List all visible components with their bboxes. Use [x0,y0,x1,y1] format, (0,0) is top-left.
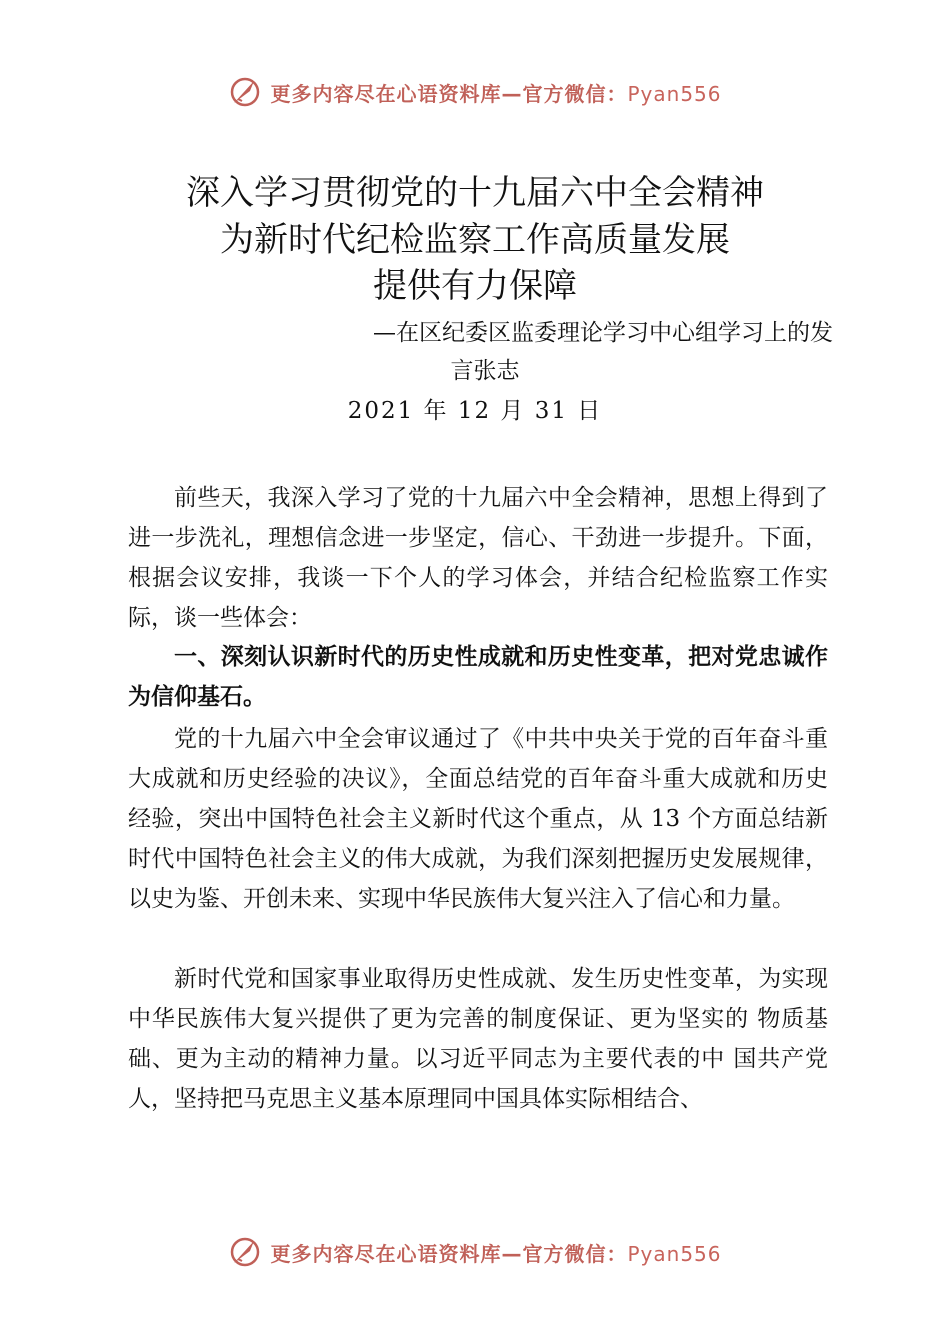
watermark-text: 更多内容尽在心语资料库—官方微信：Pyan556 [270,81,722,106]
title-line-2: 为新时代纪检监察工作高质量发展 [220,220,730,260]
watermark-account: Pyan556 [627,1241,722,1266]
watermark-header [0,72,950,112]
body-paragraph-2: 党的十九届六中全会审议通过了《中共中央关于党的百年奋斗重大成就和历史经验的决议》，全面总结党的百年奋斗重大成就和历史经验，突出中国特色社会主义新时代这个重点，从 13 个方面总结新时代中国特色社会主义的伟大成就，为我们深刻把握历史发展规律，以史为鉴、开创未来、实现中华民族伟大复兴注入了信心和力量。 [128,726,828,912]
quill-logo-icon [228,1235,262,1269]
section-heading-1: 一、深刻认识新时代的历史性成就和历史性变革，把对党忠诚作为信仰基石。 [128,643,828,710]
watermark-text: 更多内容尽在心语资料库—官方微信：Pyan556 [270,1241,722,1266]
watermark-account: Pyan556 [627,81,722,106]
watermark-footer [0,1232,950,1272]
subtitle-line-1: —在区纪委区监委理论学习中心组学习上的发 [373,320,833,346]
speech-date: 2021 年 12 月 31 日 [347,398,603,424]
title-line-1: 深入学习贯彻党的十九届六中全会精神 [186,173,764,213]
subtitle-line-2: 言张志 [450,358,520,384]
title-line-3: 提供有力保障 [373,266,577,306]
body-paragraph-3: 新时代党和国家事业取得历史性成就、发生历史性变革，为实现中华民族伟大复兴提供了更为完善的制度保证、更为坚实的 物质基础、更为主动的精神力量。以习近平同志为主要代表的中 国共产党人，坚持把马克思主义基本原理同中国具体实际相结合、 [128,966,828,1112]
quill-logo-icon [228,75,262,109]
intro-paragraph: 前些天，我深入学习了党的十九届六中全会精神，思想上得到了进一步洗礼，理想信念进一步坚定，信心、干劲进一步提升。下面，根据会议安排，我谈一下个人的学习体会，并结合纪检监察工作实际，谈一些体会： [128,485,828,631]
